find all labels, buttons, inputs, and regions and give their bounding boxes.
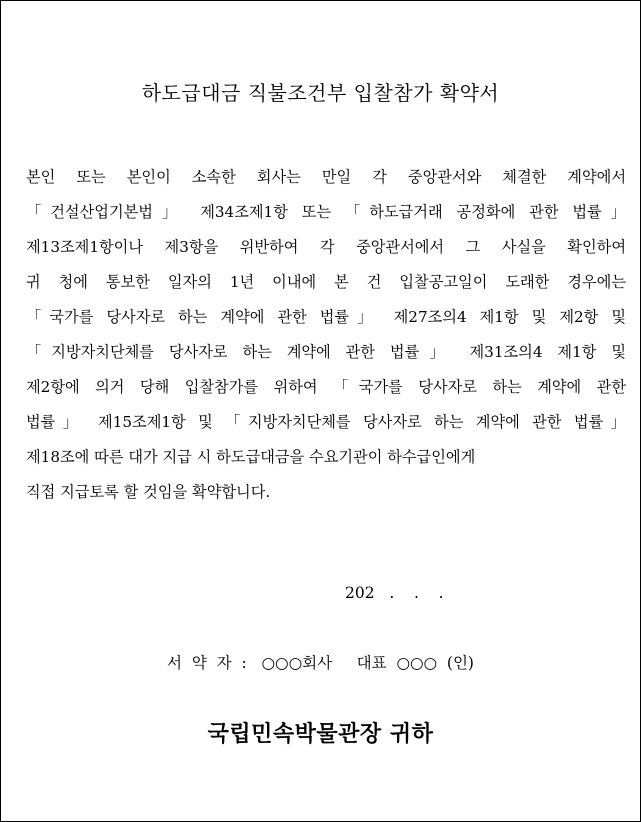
body-line-6: 「지방자치단체를 당사자로 하는 계약에 관한 법률」 제31조의4 제1항 및 (26, 343, 626, 361)
body-line-3: 제13조제1항이나 제3항을 위반하여 각 중앙관서에서 그 사실을 확인하여 (26, 238, 626, 256)
body-line-7: 제2항에 의거 당해 입찰참가를 위하여 「국가를 당사자로 하는 계약에 관한 (26, 378, 626, 396)
document-title: 하도급대금 직불조건부 입찰참가 확약서 (141, 81, 500, 105)
body-line-1: 본인 또는 본인이 소속한 회사는 만일 각 중앙관서와 체결한 계약에서 (26, 168, 626, 186)
body-line-8: 법률」 제15조제1항 및 「지방자치단체를 당사자로 하는 계약에 관한 법률」 (26, 413, 626, 431)
pledge-body (26, 164, 626, 514)
date-line: 202 . . . (345, 584, 444, 602)
body-line-5: 「국가를 당사자로 하는 계약에 관한 법률」 제27조의4 제1항 및 제2항 및 (26, 308, 626, 326)
body-line-10: 직접 지급토록 할 것임을 확약합니다. (26, 483, 271, 501)
body-line-4: 귀 청에 통보한 일자의 1년 이내에 본 건 입찰공고일이 도래한 경우에는 (26, 273, 626, 291)
body-line-9: 제18조에 따른 대가 지급 시 하도급대금을 수요기관이 하수급인에게 (26, 448, 476, 466)
signer-line: 서 약 자 : ○○○회사 대표 ○○○ (인) (167, 654, 474, 672)
addressee: 국립민속박물관장 귀하 (207, 721, 434, 747)
body-line-2: 「건설산업기본법」 제34조제1항 또는 「하도급거래 공정화에 관한 법률」 (26, 203, 626, 221)
